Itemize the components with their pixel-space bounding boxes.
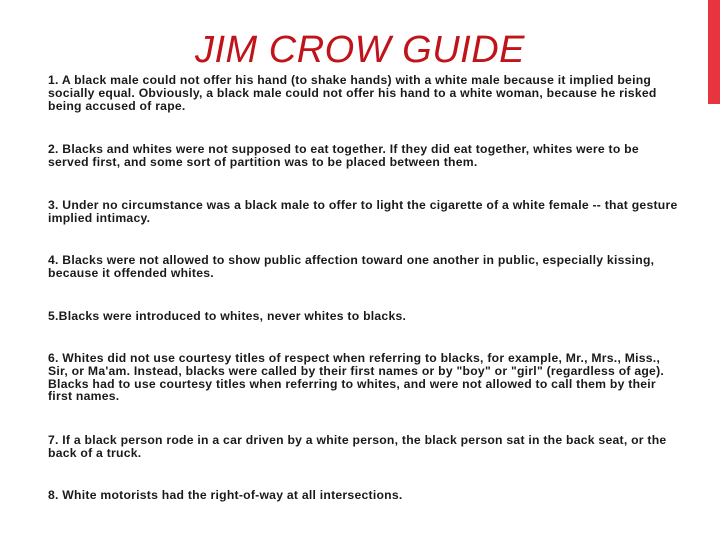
rule-item-7: 7. If a black person rode in a car driven by a white person, the black person sat in the back seat, or the back of a truck.	[48, 433, 667, 460]
rule-item-1: 1. A black male could not offer his hand (to shake hands) with a white male because it implied being socially equal. Obviously, a black male could not offer his hand to a white woman, because he risked being accused of rape.	[48, 73, 657, 113]
rule-item-4: 4. Blacks were not allowed to show public affection toward one another in public, especially kissing, because it offended whites.	[48, 253, 655, 280]
rule-item-5: 5.Blacks were introduced to whites, never whites to blacks.	[48, 309, 407, 323]
rule-item-6: 6. Whites did not use courtesy titles of respect when referring to blacks, for example, Mr., Mrs., Miss., Sir, or Ma'am. Instead, blacks were called by their first names or by "boy" or "girl" (regardless of age). Blacks had to use courtesy titles when referring to whites, and were not allowed to call them by their first names.	[48, 351, 665, 404]
rule-item-8: 8. White motorists had the right-of-way at all intersections.	[48, 488, 403, 502]
rule-item-2: 2. Blacks and whites were not supposed to eat together. If they did eat together, whites were to be served first, and some sort of partition was to be placed between them.	[48, 142, 639, 169]
rule-item-3: 3. Under no circumstance was a black male to offer to light the cigarette of a white female -- that gesture implied intimacy.	[48, 198, 678, 225]
page-title: JIM CROW GUIDE	[195, 29, 525, 71]
